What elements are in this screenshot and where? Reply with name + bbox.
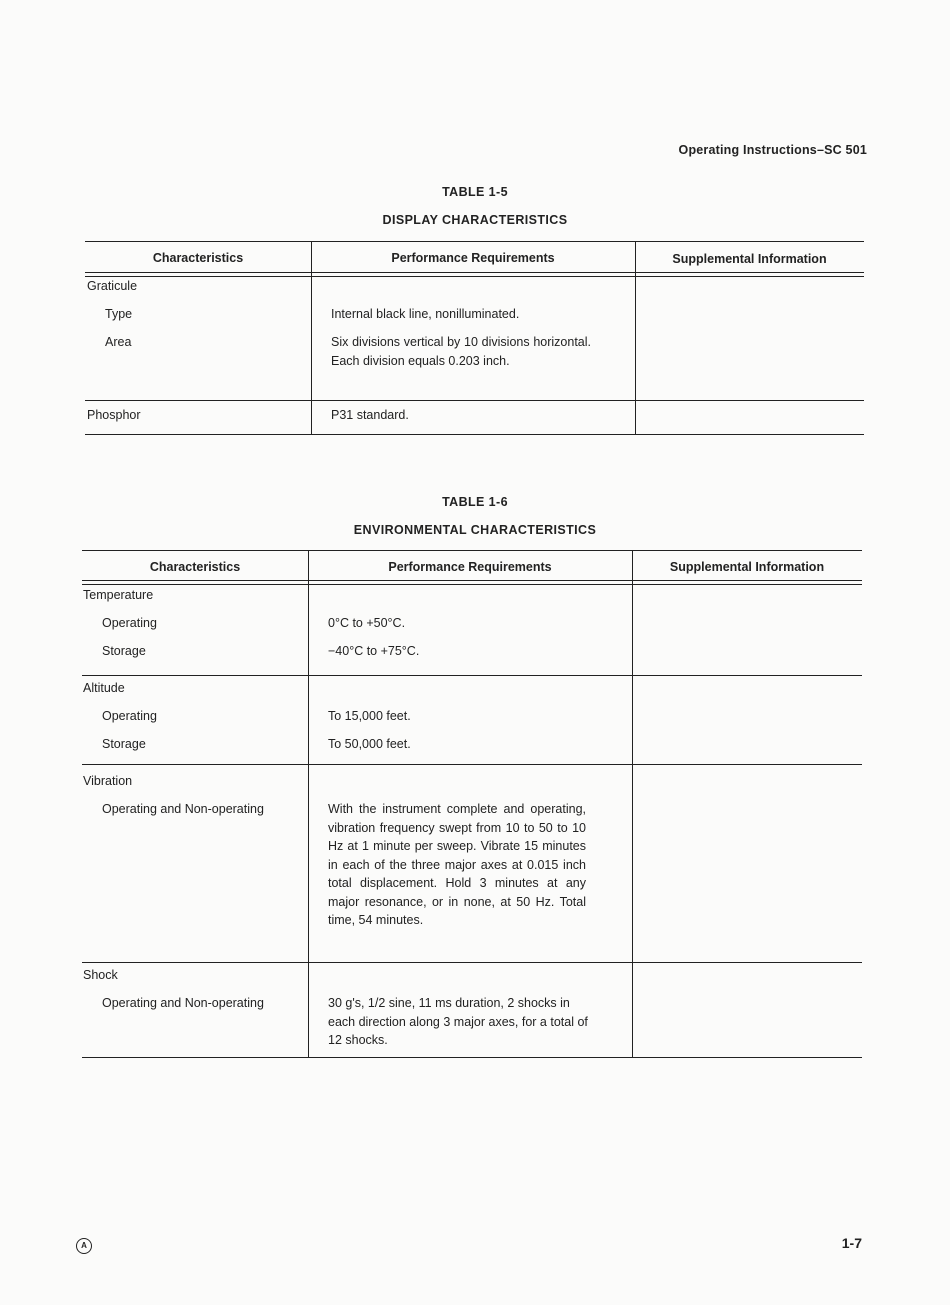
table-rule — [82, 1057, 862, 1058]
table-rule — [85, 241, 864, 242]
table-6-title: ENVIRONMENTAL CHARACTERISTICS — [353, 523, 597, 537]
revision-mark: A — [76, 1238, 92, 1254]
row-label-temp-storage: Storage — [102, 644, 146, 658]
alt-operating-requirement: To 15,000 feet. — [328, 709, 411, 723]
table-rule — [85, 272, 864, 273]
row-label-shock: Shock — [83, 968, 118, 982]
column-header-supplemental: Supplemental Information — [669, 560, 825, 574]
area-requirement: Six divisions vertical by 10 divisions horizontal. Each division equals 0.203 inch. — [331, 335, 591, 368]
column-header-characteristics: Characteristics — [149, 560, 241, 574]
phosphor-requirement: P31 standard. — [331, 408, 409, 422]
column-header-supplemental: Supplemental Information — [672, 252, 827, 266]
table-rule — [82, 584, 862, 585]
table-rule — [82, 580, 862, 581]
table-rule — [82, 962, 862, 963]
row-label-area: Area — [105, 335, 132, 349]
row-label-graticule: Graticule — [87, 279, 138, 293]
table-rule — [82, 764, 862, 765]
table-rule — [85, 276, 864, 277]
column-divider — [311, 241, 312, 435]
table-rule — [85, 434, 864, 435]
table-rule — [85, 400, 864, 401]
row-label-vibration: Vibration — [83, 774, 133, 788]
alt-storage-requirement: To 50,000 feet. — [328, 737, 411, 751]
column-divider — [635, 241, 636, 435]
column-header-characteristics: Characteristics — [152, 251, 244, 265]
table-5-title: DISPLAY CHARACTERISTICS — [382, 213, 568, 227]
column-divider — [308, 550, 309, 1058]
table-rule — [82, 675, 862, 676]
row-label-temp-operating: Operating — [102, 616, 157, 630]
column-header-performance: Performance Requirements — [388, 560, 552, 574]
row-label-vibration-condition: Operating and Non-operating — [102, 802, 264, 816]
type-requirement: Internal black line, nonilluminated. — [331, 307, 520, 321]
page-number: 1-7 — [841, 1235, 862, 1251]
table-5-number: TABLE 1-5 — [442, 185, 508, 199]
shock-requirement: 30 g's, 1/2 sine, 11 ms duration, 2 shocks in each direction along 3 major axes, for a total of 12 shocks. — [328, 996, 588, 1047]
row-label-type: Type — [105, 307, 133, 321]
column-divider — [632, 550, 633, 1058]
row-label-temperature: Temperature — [83, 588, 154, 602]
row-label-shock-condition: Operating and Non-operating — [102, 996, 264, 1010]
row-label-phosphor: Phosphor — [87, 408, 141, 422]
column-header-performance: Performance Requirements — [391, 251, 555, 265]
row-label-altitude: Altitude — [83, 681, 125, 695]
vibration-requirement: With the instrument complete and operating, vibration frequency swept from 10 to 50 to 10 Hz at 1 minute per sweep. Vibrate 15 minutes in each of the three major axes at 0.015 inch total displacement. Hold 3 minutes at any major resonance, or in none, at 50 Hz. Total time, 54 minutes. — [328, 802, 586, 927]
running-header: Operating Instructions–SC 501 — [678, 143, 867, 157]
table-rule — [82, 550, 862, 551]
row-label-alt-storage: Storage — [102, 737, 146, 751]
temp-storage-requirement: −40°C to +75°C. — [328, 644, 420, 658]
row-label-alt-operating: Operating — [102, 709, 157, 723]
table-6-number: TABLE 1-6 — [442, 495, 508, 509]
temp-operating-requirement: 0°C to +50°C. — [328, 616, 406, 630]
